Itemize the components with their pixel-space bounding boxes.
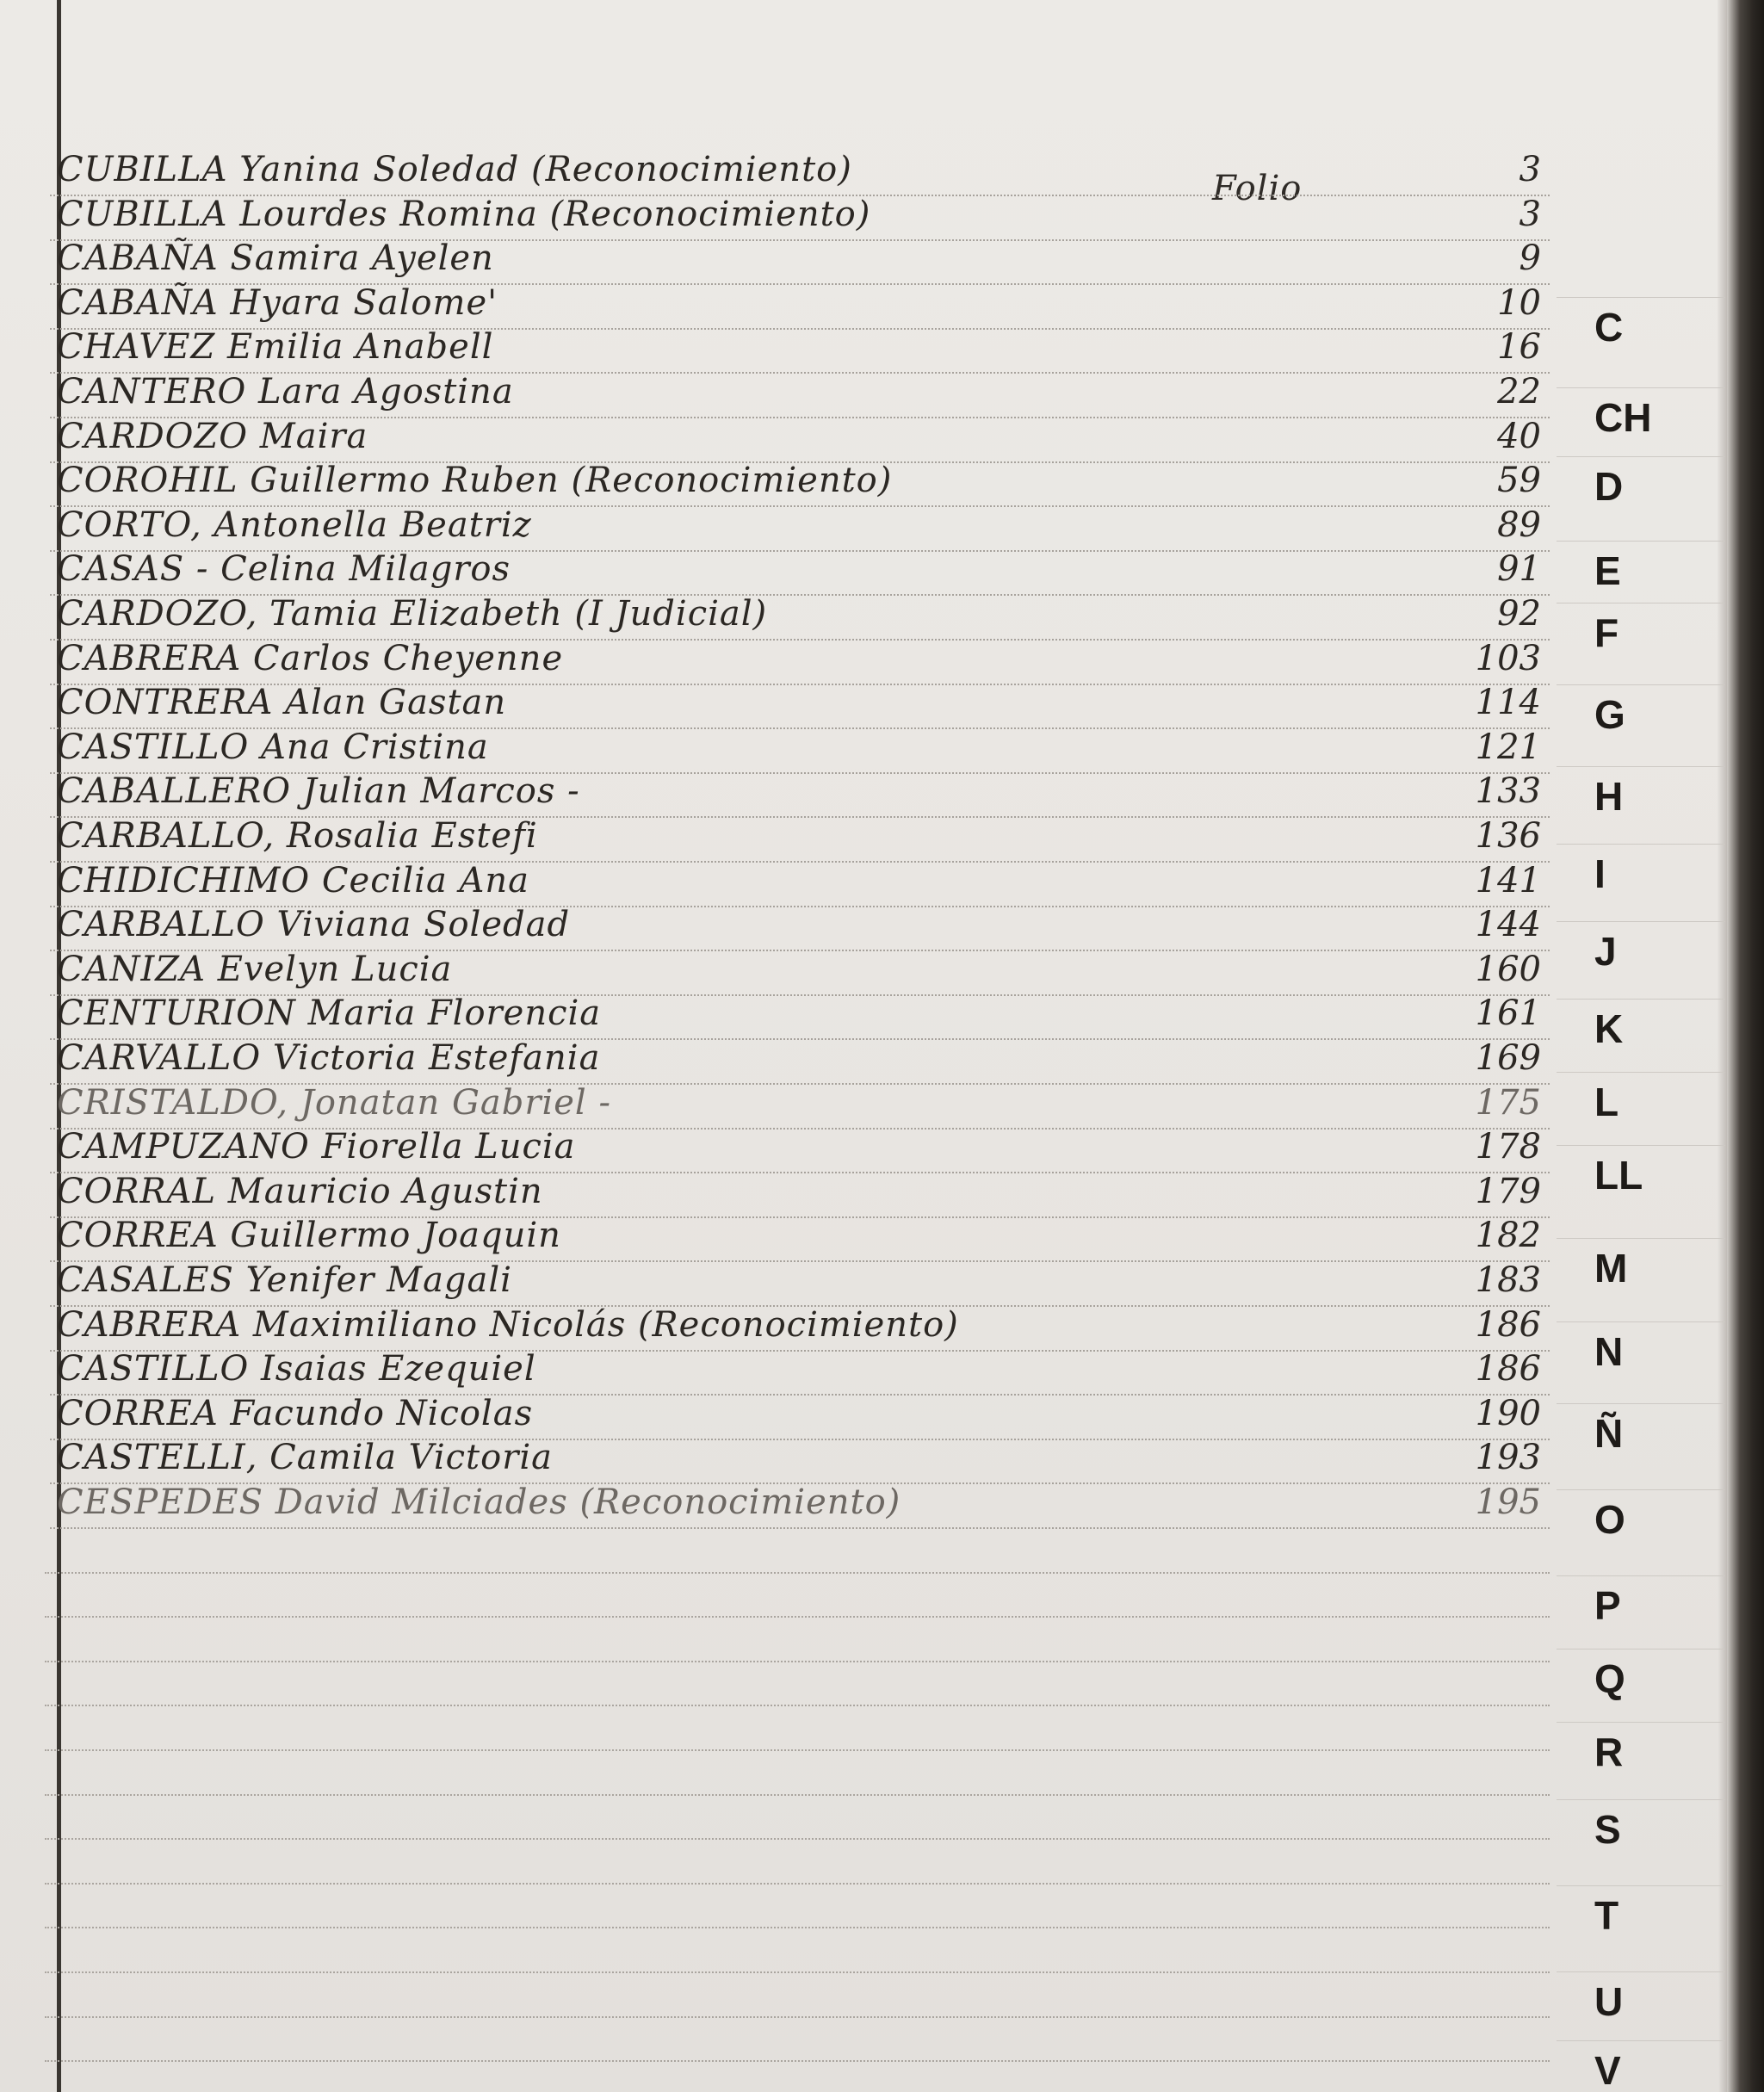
entry-name: CRISTALDO, Jonatan Gabriel - <box>57 1082 611 1123</box>
empty-ruled-line <box>45 1661 1550 1662</box>
ledger-entry <box>50 237 1550 285</box>
index-tab-label: I <box>1594 851 1606 896</box>
index-tab[interactable] <box>1557 297 1725 355</box>
entry-folio: 182 <box>1475 1216 1541 1256</box>
entry-folio: 121 <box>1475 727 1541 767</box>
entry-folio: 141 <box>1475 860 1541 901</box>
entry-name: COROHIL Guillermo Ruben (Reconocimiento) <box>57 461 893 501</box>
index-tab-label: U <box>1594 1979 1624 2024</box>
entry-name: CABALLERO Julian Marcos - <box>57 771 580 812</box>
index-tab[interactable] <box>1557 921 1725 979</box>
index-tab[interactable] <box>1557 1649 1725 1706</box>
ledger-entry <box>50 1170 1550 1218</box>
index-tab[interactable] <box>1557 766 1725 824</box>
index-tab[interactable] <box>1557 1575 1725 1633</box>
index-tab-label: G <box>1594 692 1625 737</box>
entry-folio: 103 <box>1475 638 1541 678</box>
index-tab-label: J <box>1594 929 1617 974</box>
ledger-entry <box>50 726 1550 774</box>
entry-folio: 136 <box>1475 816 1541 856</box>
index-tab-label: K <box>1594 1006 1624 1051</box>
entry-name: CHAVEZ Emilia Anabell <box>57 327 494 368</box>
entry-folio: 91 <box>1497 549 1541 590</box>
index-tab-label: C <box>1594 305 1624 350</box>
empty-ruled-line <box>45 1883 1550 1885</box>
entry-name: CASALES Yenifer Magali <box>57 1260 512 1300</box>
ledger-entry <box>50 1392 1550 1440</box>
ledger-entry <box>50 903 1550 951</box>
entry-name: CAMPUZANO Fiorella Lucia <box>57 1127 576 1167</box>
empty-ruled-line <box>45 1749 1550 1751</box>
entry-name: CASTILLO Ana Cristina <box>57 727 489 767</box>
entry-folio: 160 <box>1475 949 1541 989</box>
index-tab[interactable] <box>1557 1238 1725 1296</box>
empty-ruled-line <box>45 1572 1550 1574</box>
entry-folio: 190 <box>1475 1393 1541 1433</box>
entry-folio: 114 <box>1475 683 1541 723</box>
entry-folio: 186 <box>1475 1349 1541 1390</box>
index-tab[interactable] <box>1557 2040 1725 2092</box>
ledger-entry <box>50 148 1550 196</box>
index-tab-label: P <box>1594 1583 1621 1628</box>
entry-name: CASTILLO Isaias Ezequiel <box>57 1349 536 1390</box>
ledger-entry <box>50 459 1550 507</box>
entry-folio: 144 <box>1475 905 1541 945</box>
index-tab[interactable] <box>1557 1145 1725 1203</box>
ledger-entry <box>50 637 1550 685</box>
entry-folio: 16 <box>1497 327 1541 368</box>
entry-folio: 3 <box>1519 150 1541 189</box>
entry-folio: 178 <box>1475 1127 1541 1167</box>
book-edge <box>1727 0 1764 2092</box>
empty-ruled-line <box>45 1971 1550 1973</box>
entry-folio: 195 <box>1475 1482 1541 1522</box>
ledger-entry <box>50 1214 1550 1262</box>
entry-name: CASAS - Celina Milagros <box>57 549 511 590</box>
ledger-entry <box>50 1125 1550 1173</box>
index-tab[interactable] <box>1557 1971 1725 2029</box>
index-tab-label: R <box>1594 1730 1624 1774</box>
ledger-entry <box>50 1481 1550 1529</box>
empty-ruled-line <box>45 2016 1550 2018</box>
ledger-entry <box>50 592 1550 641</box>
empty-ruled-line <box>45 1794 1550 1796</box>
entry-name: CORREA Facundo Nicolas <box>57 1393 534 1433</box>
ledger-entry <box>50 681 1550 729</box>
entry-folio: 3 <box>1519 194 1541 234</box>
index-tab-label: Ñ <box>1594 1411 1624 1456</box>
entry-name: CHIDICHIMO Cecilia Ana <box>57 860 530 901</box>
entry-folio: 169 <box>1475 1038 1541 1078</box>
ledger-entry <box>50 193 1550 241</box>
entry-folio: 186 <box>1475 1304 1541 1345</box>
index-tab[interactable] <box>1557 1403 1725 1461</box>
entry-folio: 89 <box>1497 504 1541 545</box>
entry-name: CABAÑA Samira Ayelen <box>57 238 494 279</box>
entry-name: CARDOZO, Tamia Elizabeth (I Judicial) <box>57 594 768 634</box>
alphabet-index-tabs <box>1557 0 1725 2092</box>
entry-name: CORTO, Antonella Beatriz <box>57 504 532 545</box>
folio-header: Folio <box>1212 169 1303 208</box>
index-tab[interactable] <box>1557 1722 1725 1779</box>
empty-ruled-line <box>45 1616 1550 1618</box>
index-tab-label: N <box>1594 1329 1624 1374</box>
entry-folio: 161 <box>1475 993 1541 1034</box>
entry-folio: 175 <box>1475 1082 1541 1123</box>
entry-name: CONTRERA Alan Gastan <box>57 683 507 723</box>
ledger-entry <box>50 415 1550 463</box>
index-tab[interactable] <box>1557 1885 1725 1943</box>
entry-name: CABRERA Carlos Cheyenne <box>57 638 564 678</box>
entry-folio: 59 <box>1497 461 1541 501</box>
index-tab-label: CH <box>1594 395 1652 440</box>
ledger-entry <box>50 1037 1550 1085</box>
index-tab[interactable] <box>1557 999 1725 1056</box>
empty-ruled-line <box>45 1927 1550 1928</box>
index-tab[interactable] <box>1557 1072 1725 1130</box>
ledger-entry <box>50 859 1550 907</box>
ledger-entry <box>50 548 1550 596</box>
index-tab[interactable] <box>1557 387 1725 445</box>
entry-name: CARVALLO Victoria Estefania <box>57 1038 601 1078</box>
entry-folio: 9 <box>1519 238 1541 279</box>
entry-name: CABRERA Maximiliano Nicolás (Reconocimiento) <box>57 1304 959 1345</box>
index-tab-label: H <box>1594 774 1624 819</box>
ledger-entry <box>50 325 1550 374</box>
ledger-entry <box>50 282 1550 330</box>
ledger-entry <box>50 1081 1550 1130</box>
entry-name: CANIZA Evelyn Lucia <box>57 949 453 989</box>
index-tab-label: D <box>1594 464 1624 509</box>
entry-folio: 179 <box>1475 1171 1541 1211</box>
index-tab[interactable] <box>1557 1321 1725 1379</box>
entry-name: CENTURION Maria Florencia <box>57 993 602 1034</box>
entry-name: CUBILLA Lourdes Romina (Reconocimiento) <box>57 194 871 234</box>
index-tab-label: V <box>1594 2048 1621 2092</box>
index-tab[interactable] <box>1557 603 1725 660</box>
entry-folio: 133 <box>1475 771 1541 812</box>
entry-folio: 22 <box>1497 372 1541 412</box>
entry-name: CORREA Guillermo Joaquin <box>57 1216 561 1256</box>
entry-name: CANTERO Lara Agostina <box>57 372 514 412</box>
index-tab[interactable] <box>1557 1489 1725 1547</box>
entry-folio: 193 <box>1475 1438 1541 1478</box>
ledger-entry <box>50 770 1550 818</box>
index-tab[interactable] <box>1557 684 1725 742</box>
ledger-entry <box>50 1347 1550 1396</box>
ledger-entry <box>50 992 1550 1040</box>
index-tab-label: O <box>1594 1497 1625 1542</box>
empty-ruled-line <box>45 2060 1550 2062</box>
entry-folio: 10 <box>1497 282 1541 323</box>
entry-folio: 183 <box>1475 1260 1541 1300</box>
empty-ruled-line <box>45 1705 1550 1706</box>
index-tab-label: Q <box>1594 1656 1625 1701</box>
index-tab-label: E <box>1594 548 1621 593</box>
entry-name: CABAÑA Hyara Salome' <box>57 282 498 323</box>
entry-folio: 92 <box>1497 594 1541 634</box>
ledger-entry <box>50 1303 1550 1352</box>
ledger-entry <box>50 1436 1550 1484</box>
ledger-entry <box>50 814 1550 863</box>
index-tab-label: S <box>1594 1807 1621 1852</box>
index-tab[interactable] <box>1557 844 1725 901</box>
entry-name: CARBALLO Viviana Soledad <box>57 905 571 945</box>
index-tab[interactable] <box>1557 456 1725 514</box>
index-tab-label: L <box>1594 1080 1619 1124</box>
ledger-entry <box>50 948 1550 996</box>
entry-name: CASTELLI, Camila Victoria <box>57 1438 553 1478</box>
ledger-entry <box>50 504 1550 552</box>
index-tab-label: F <box>1594 610 1619 655</box>
empty-ruled-line <box>45 1838 1550 1840</box>
entry-name: CARDOZO Maira <box>57 416 368 456</box>
index-tab-label: M <box>1594 1246 1628 1290</box>
index-tab[interactable] <box>1557 541 1725 598</box>
entry-name: CUBILLA Yanina Soledad (Reconocimiento) <box>57 150 852 189</box>
entry-name: CORRAL Mauricio Agustin <box>57 1171 543 1211</box>
entry-name: CARBALLO, Rosalia Estefi <box>57 816 538 856</box>
entry-name: CESPEDES David Milciades (Reconocimiento) <box>57 1482 901 1522</box>
index-tab[interactable] <box>1557 1799 1725 1857</box>
entry-folio: 40 <box>1497 416 1541 456</box>
index-tab-label: LL <box>1594 1153 1643 1198</box>
index-tab-label: T <box>1594 1893 1619 1938</box>
ledger-entry <box>50 370 1550 418</box>
ledger-entry <box>50 1259 1550 1307</box>
